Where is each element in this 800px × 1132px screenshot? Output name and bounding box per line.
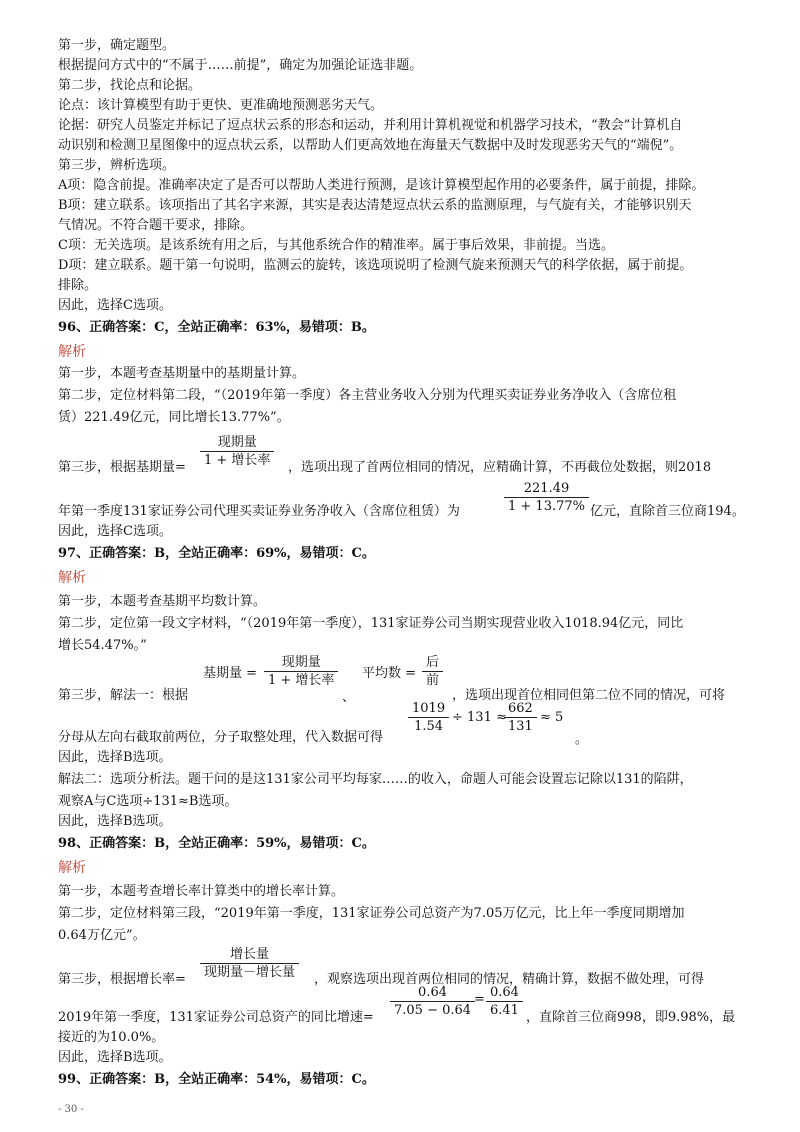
text-line: 年第一季度131家证券公司代理买卖证券业务净收入（含席位租赁）为 bbox=[58, 504, 460, 519]
text-line: 第一步，本题考查增长率计算类中的增长率计算。 bbox=[58, 884, 345, 899]
text-line: 增长54.47%。” bbox=[58, 638, 147, 653]
formula-fraction: 现期量 1 + 增长率 bbox=[264, 654, 338, 689]
formula-fraction: 0.64 6.41 bbox=[486, 984, 523, 1019]
analysis-label: 解析 bbox=[58, 570, 86, 586]
separator: 、 bbox=[342, 690, 356, 705]
text-line: 根据提问方式中的“不属于……前提”，确定为加强论证选非题。 bbox=[58, 58, 423, 73]
period: 。 bbox=[575, 732, 589, 747]
conclusion: 因此，选择C选项。 bbox=[58, 298, 172, 313]
text-line: 气情况。不符合题干要求，排除。 bbox=[58, 218, 254, 233]
text-line: 分母从左向右截取前两位，分子取整处理，代入数据可得 bbox=[58, 730, 384, 745]
formula-operator: = bbox=[474, 992, 485, 1007]
text-line: 第二步，定位第一段文字材料，“（2019年第一季度），131家证券公司当期实现营业收入1018.94亿元，同比 bbox=[58, 616, 684, 631]
text-line: 观察A与C选项÷131≈B选项。 bbox=[58, 794, 238, 809]
formula-fraction: 662 131 bbox=[504, 700, 537, 735]
text-line: 动识别和检测卫星图像中的逗点状云系，以帮助人们更高效地在海量天气数据中及时发现恶劣天气的“端倪”。 bbox=[58, 138, 683, 153]
text-line: 第一步，本题考查基期量中的基期量计算。 bbox=[58, 366, 306, 381]
option-analysis-b: B项：建立联系。该项指出了其名字来源，其实是表达清楚逗点状云系的监测原理，与气旋有关，才能够识别天 bbox=[58, 198, 692, 213]
conclusion: 因此，选择B选项。 bbox=[58, 814, 172, 829]
text-line: 第二步，定位材料第二段，“（2019年第一季度）各主营业务收入分别为代理买卖证券业务净收入（含席位租 bbox=[58, 388, 677, 403]
text-line: 论据：研究人员鉴定并标记了逗点状云系的形态和运动，并利用计算机视觉和机器学习技术，“教会”计算机自 bbox=[58, 118, 683, 133]
analysis-label: 解析 bbox=[58, 860, 86, 876]
text-line: 第一步，确定题型。 bbox=[58, 38, 176, 53]
text-line: 0.64万亿元”。 bbox=[58, 928, 146, 943]
formula-fraction: 后 前 bbox=[422, 654, 443, 689]
text-line: 亿元，直除首三位商194。 bbox=[590, 504, 745, 519]
formula-fraction: 0.64 7.05 − 0.64 bbox=[390, 984, 475, 1019]
answer-header-97: 97、正确答案：B，全站正确率：69%，易错项：C。 bbox=[58, 546, 375, 561]
formula-fraction: 1019 1.54 bbox=[408, 700, 449, 735]
option-analysis-c: C项：无关选项。是该系统有用之后，与其他系统合作的精准率。属于事后效果，非前提。当选。 bbox=[58, 238, 614, 253]
option-analysis-a: A项：隐含前提。准确率决定了是否可以帮助人类进行预测，是该计算模型起作用的必要条件，属于前提，排除。 bbox=[58, 178, 705, 193]
analysis-label: 解析 bbox=[58, 344, 86, 360]
text-line: 第一步，本题考查基期平均数计算。 bbox=[58, 594, 267, 609]
answer-header-99: 99、正确答案：B，全站正确率：54%，易错项：C。 bbox=[58, 1072, 375, 1087]
conclusion: 因此，选择C选项。 bbox=[58, 524, 172, 539]
text-line: 第三步，解法一：根据 bbox=[58, 688, 189, 703]
formula-fraction: 增长量 现期量－增长量 bbox=[200, 946, 299, 981]
text-line: ，选项出现了首两位相同的情况，应精确计算，不再截位处数据，则2018 bbox=[288, 460, 712, 475]
formula-label: 平均数 = bbox=[362, 666, 417, 681]
formula-operator: ≈ 5 bbox=[540, 710, 564, 725]
text-line: 2019年第一季度，131家证券公司总资产的同比增速= bbox=[58, 1010, 374, 1025]
text-line: 接近的为10.0%。 bbox=[58, 1030, 165, 1045]
answer-header-96: 96、正确答案：C，全站正确率：63%，易错项：B。 bbox=[58, 320, 375, 335]
formula-operator: ÷ 131 ≈ bbox=[452, 710, 507, 725]
text-line: 第二步，定位材料第三段，“2019年第一季度，131家证券公司总资产为7.05万亿元，比上年一季度同期增加 bbox=[58, 906, 685, 921]
text-line: ，选项出现首位相同但第二位不同的情况，可将 bbox=[452, 688, 726, 703]
text-line: 赁）221.49亿元，同比增长13.77%”。 bbox=[58, 410, 290, 425]
option-analysis-d: D项：建立联系。题干第一句说明，监测云的旋转，该选项说明了检测气旋来预测天气的科学依据，属于前提。 bbox=[58, 258, 693, 273]
answer-header-98: 98、正确答案：B，全站正确率：59%，易错项：C。 bbox=[58, 836, 375, 851]
text-line: ，直除首三位商998，即9.98%，最 bbox=[526, 1010, 736, 1025]
text-line: 论点：该计算模型有助于更快、更准确地预测恶劣天气。 bbox=[58, 98, 384, 113]
text-line: 排除。 bbox=[58, 278, 98, 293]
text-line: 第三步，根据基期量= bbox=[58, 460, 186, 475]
page-number: - 30 - bbox=[58, 1104, 84, 1115]
formula-fraction: 现期量 1 + 增长率 bbox=[200, 434, 274, 469]
text-line: ，观察选项出现首两位相同的情况，精确计算，数据不做处理，可得 bbox=[314, 972, 705, 987]
text-line: 第二步，找论点和论据。 bbox=[58, 78, 202, 93]
text-line: 解法二：选项分析法。题干问的是这131家公司平均每家……的收入，命题人可能会设置忘记除以131的陷阱， bbox=[58, 772, 693, 787]
formula-label: 基期量 = bbox=[203, 666, 258, 681]
text-line: 第三步，辨析选项。 bbox=[58, 158, 176, 173]
conclusion: 因此，选择B选项。 bbox=[58, 1050, 172, 1065]
conclusion: 因此，选择B选项。 bbox=[58, 750, 172, 765]
formula-fraction: 221.49 1 + 13.77% bbox=[504, 480, 589, 515]
text-line: 第三步，根据增长率= bbox=[58, 972, 186, 987]
